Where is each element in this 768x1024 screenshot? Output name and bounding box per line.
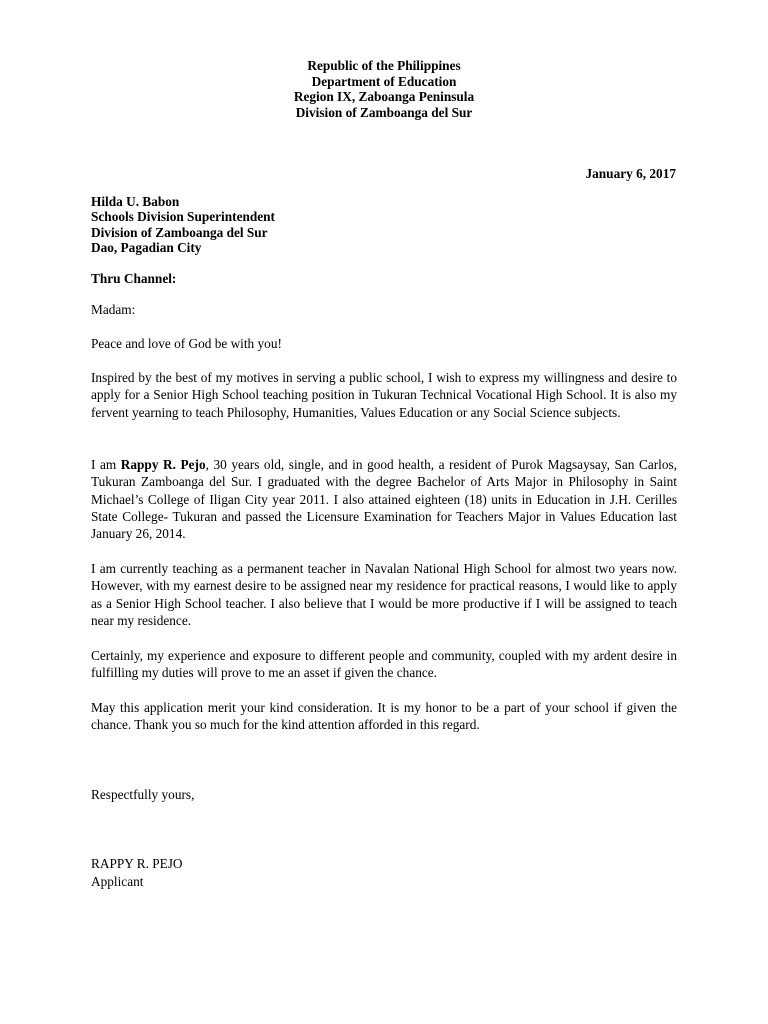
letterhead-division: Division of Zamboanga del Sur — [295, 104, 473, 120]
salutation: Madam: — [91, 302, 136, 317]
body-paragraph-5: May this application merit your kind consideration. It is my honor to be a part of your school if given the chance. Thank you so much for the kind attention afforded in this regard. — [91, 700, 677, 733]
letterhead-department: Department of Education — [311, 73, 457, 89]
body-paragraph-2 — [91, 456, 677, 542]
recipient-office: Division of Zamboanga del Sur — [91, 224, 268, 240]
letterhead — [0, 58, 768, 120]
letterhead-republic: Republic of the Philippines — [307, 58, 461, 73]
body-paragraph-4: Certainly, my experience and exposure to different people and community, coupled with my ardent desire in fulfilling my duties will prove to me an asset if given the chance. — [91, 648, 677, 681]
recipient-position: Schools Division Superintendent — [91, 209, 275, 225]
recipient-name: Hilda U. Babon — [91, 194, 180, 209]
thru-channel: Thru Channel: — [91, 271, 177, 286]
greeting: Peace and love of God be with you! — [91, 336, 282, 351]
signature-name: RAPPY R. PEJO — [91, 856, 183, 871]
signature-title: Applicant — [91, 874, 144, 889]
closing-line: Respectfully yours, — [91, 787, 195, 802]
letterhead-region: Region IX, Zaboanga Peninsula — [293, 89, 475, 104]
letter-date: January 6, 2017 — [585, 166, 676, 181]
applicant-name-bold: Rappy R. Pejo — [120, 457, 206, 472]
recipient-block — [91, 194, 677, 255]
paragraph-2-rest: , 30 years old, single, and in good health, a resident of Purok Magsaysay, San Carlos, Tukuran Zamboanga del Sur. I graduated with the degree Bachelor of Arts Major in Philosophy in Saint Michael’s College of Iligan City year 2011. I also attained eighteen (18) units in Education in J.H. Cerilles State College- Tukuran and passed the Licensure Examination for Teachers Major in Values Education last January 26, 2014. — [91, 457, 677, 542]
body-paragraph-3: I am currently teaching as a permanent teacher in Navalan National High School for almost two years now. However, with my earnest desire to be assigned near my residence for practical reasons, I would like to apply as a Senior High School teacher. I also believe that I would be more productive if I will be assigned to teach near my residence. — [91, 561, 677, 628]
body-paragraph-1: Inspired by the best of my motives in serving a public school, I wish to express my willingness and desire to apply for a Senior High School teaching position in Tukuran Technical Vocational High School. It is also my fervent yearning to teach Philosophy, Humanities, Values Education or any Social Science subjects. — [91, 370, 677, 420]
recipient-address: Dao, Pagadian City — [91, 239, 202, 255]
paragraph-2-intro: I am — [91, 457, 121, 472]
